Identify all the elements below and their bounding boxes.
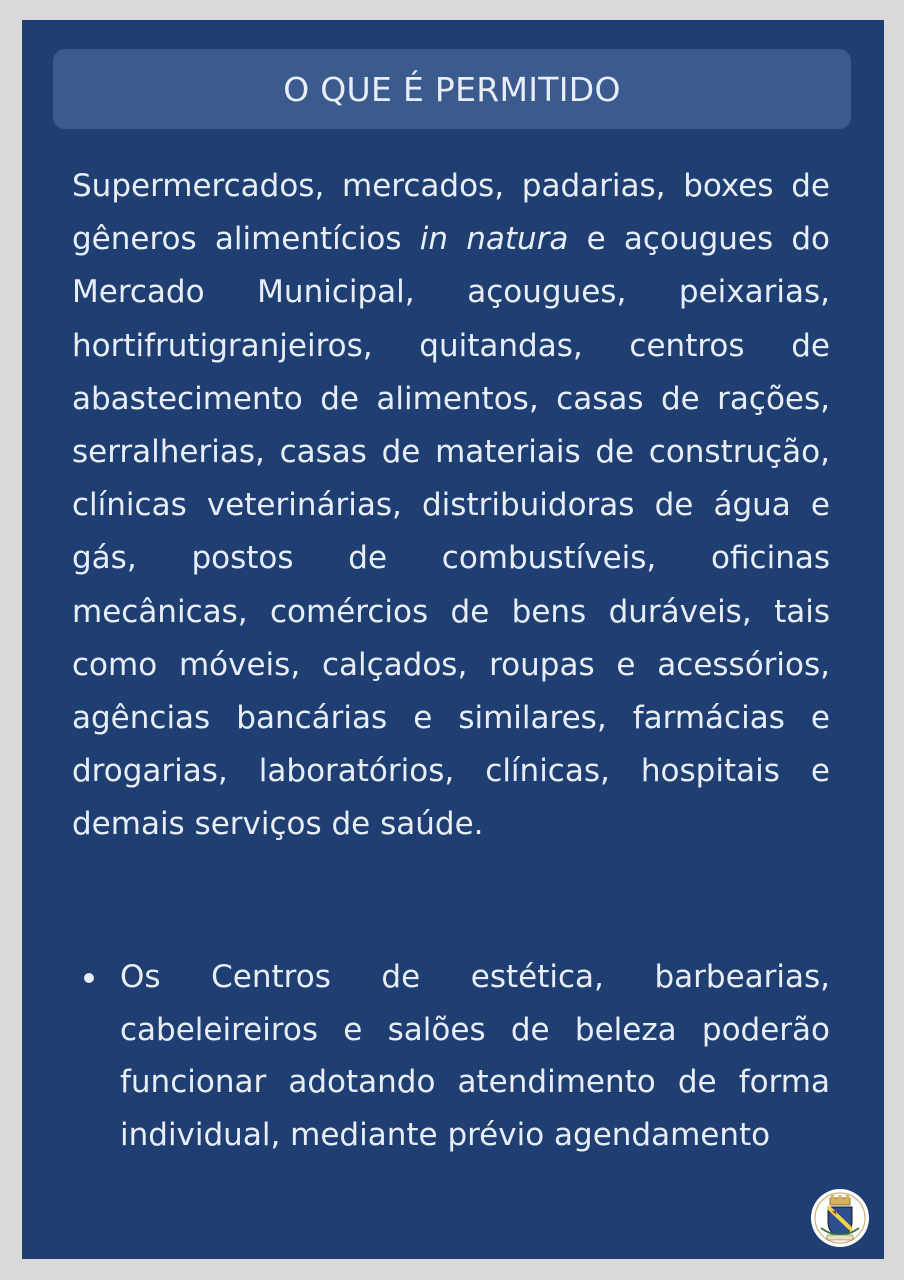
info-panel [22, 20, 884, 1259]
bullet-list [72, 951, 830, 1161]
bullet-text: Os Centros de estética, barbearias, cabeleireiros e salões de beleza poderão funcionar adotando atendimento de forma individual, mediante prévio agendamento [120, 959, 830, 1153]
paragraph-text-end: e açougues do Mercado Municipal, açougues, peixarias, hortifrutigranjeiros, quitandas, centros de abastecimento de alimentos, casas de rações, serralherias, casas de materiais de construção, clínicas veterinárias, distribuidoras de água e gás, postos de combustíveis, oficinas mecânicas, comércios de bens duráveis, tais como móveis, calçados, roupas e acessórios, agências bancárias e similares, farmácias e drogarias, laboratórios, clínicas, hospitais e demais serviços de saúde. [72, 221, 830, 843]
list-item [72, 951, 830, 1161]
bullet-icon [72, 951, 120, 1161]
paragraph-italic-term: in natura [419, 221, 569, 258]
title-banner [53, 49, 851, 129]
permitted-establishments-paragraph [72, 160, 830, 852]
page-title: O QUE É PERMITIDO [283, 69, 621, 109]
municipal-coat-of-arms-icon [810, 1188, 870, 1248]
paragraph-text-start: Supermercados, mercados, padarias, boxes de gêneros alimentícios [72, 168, 830, 258]
